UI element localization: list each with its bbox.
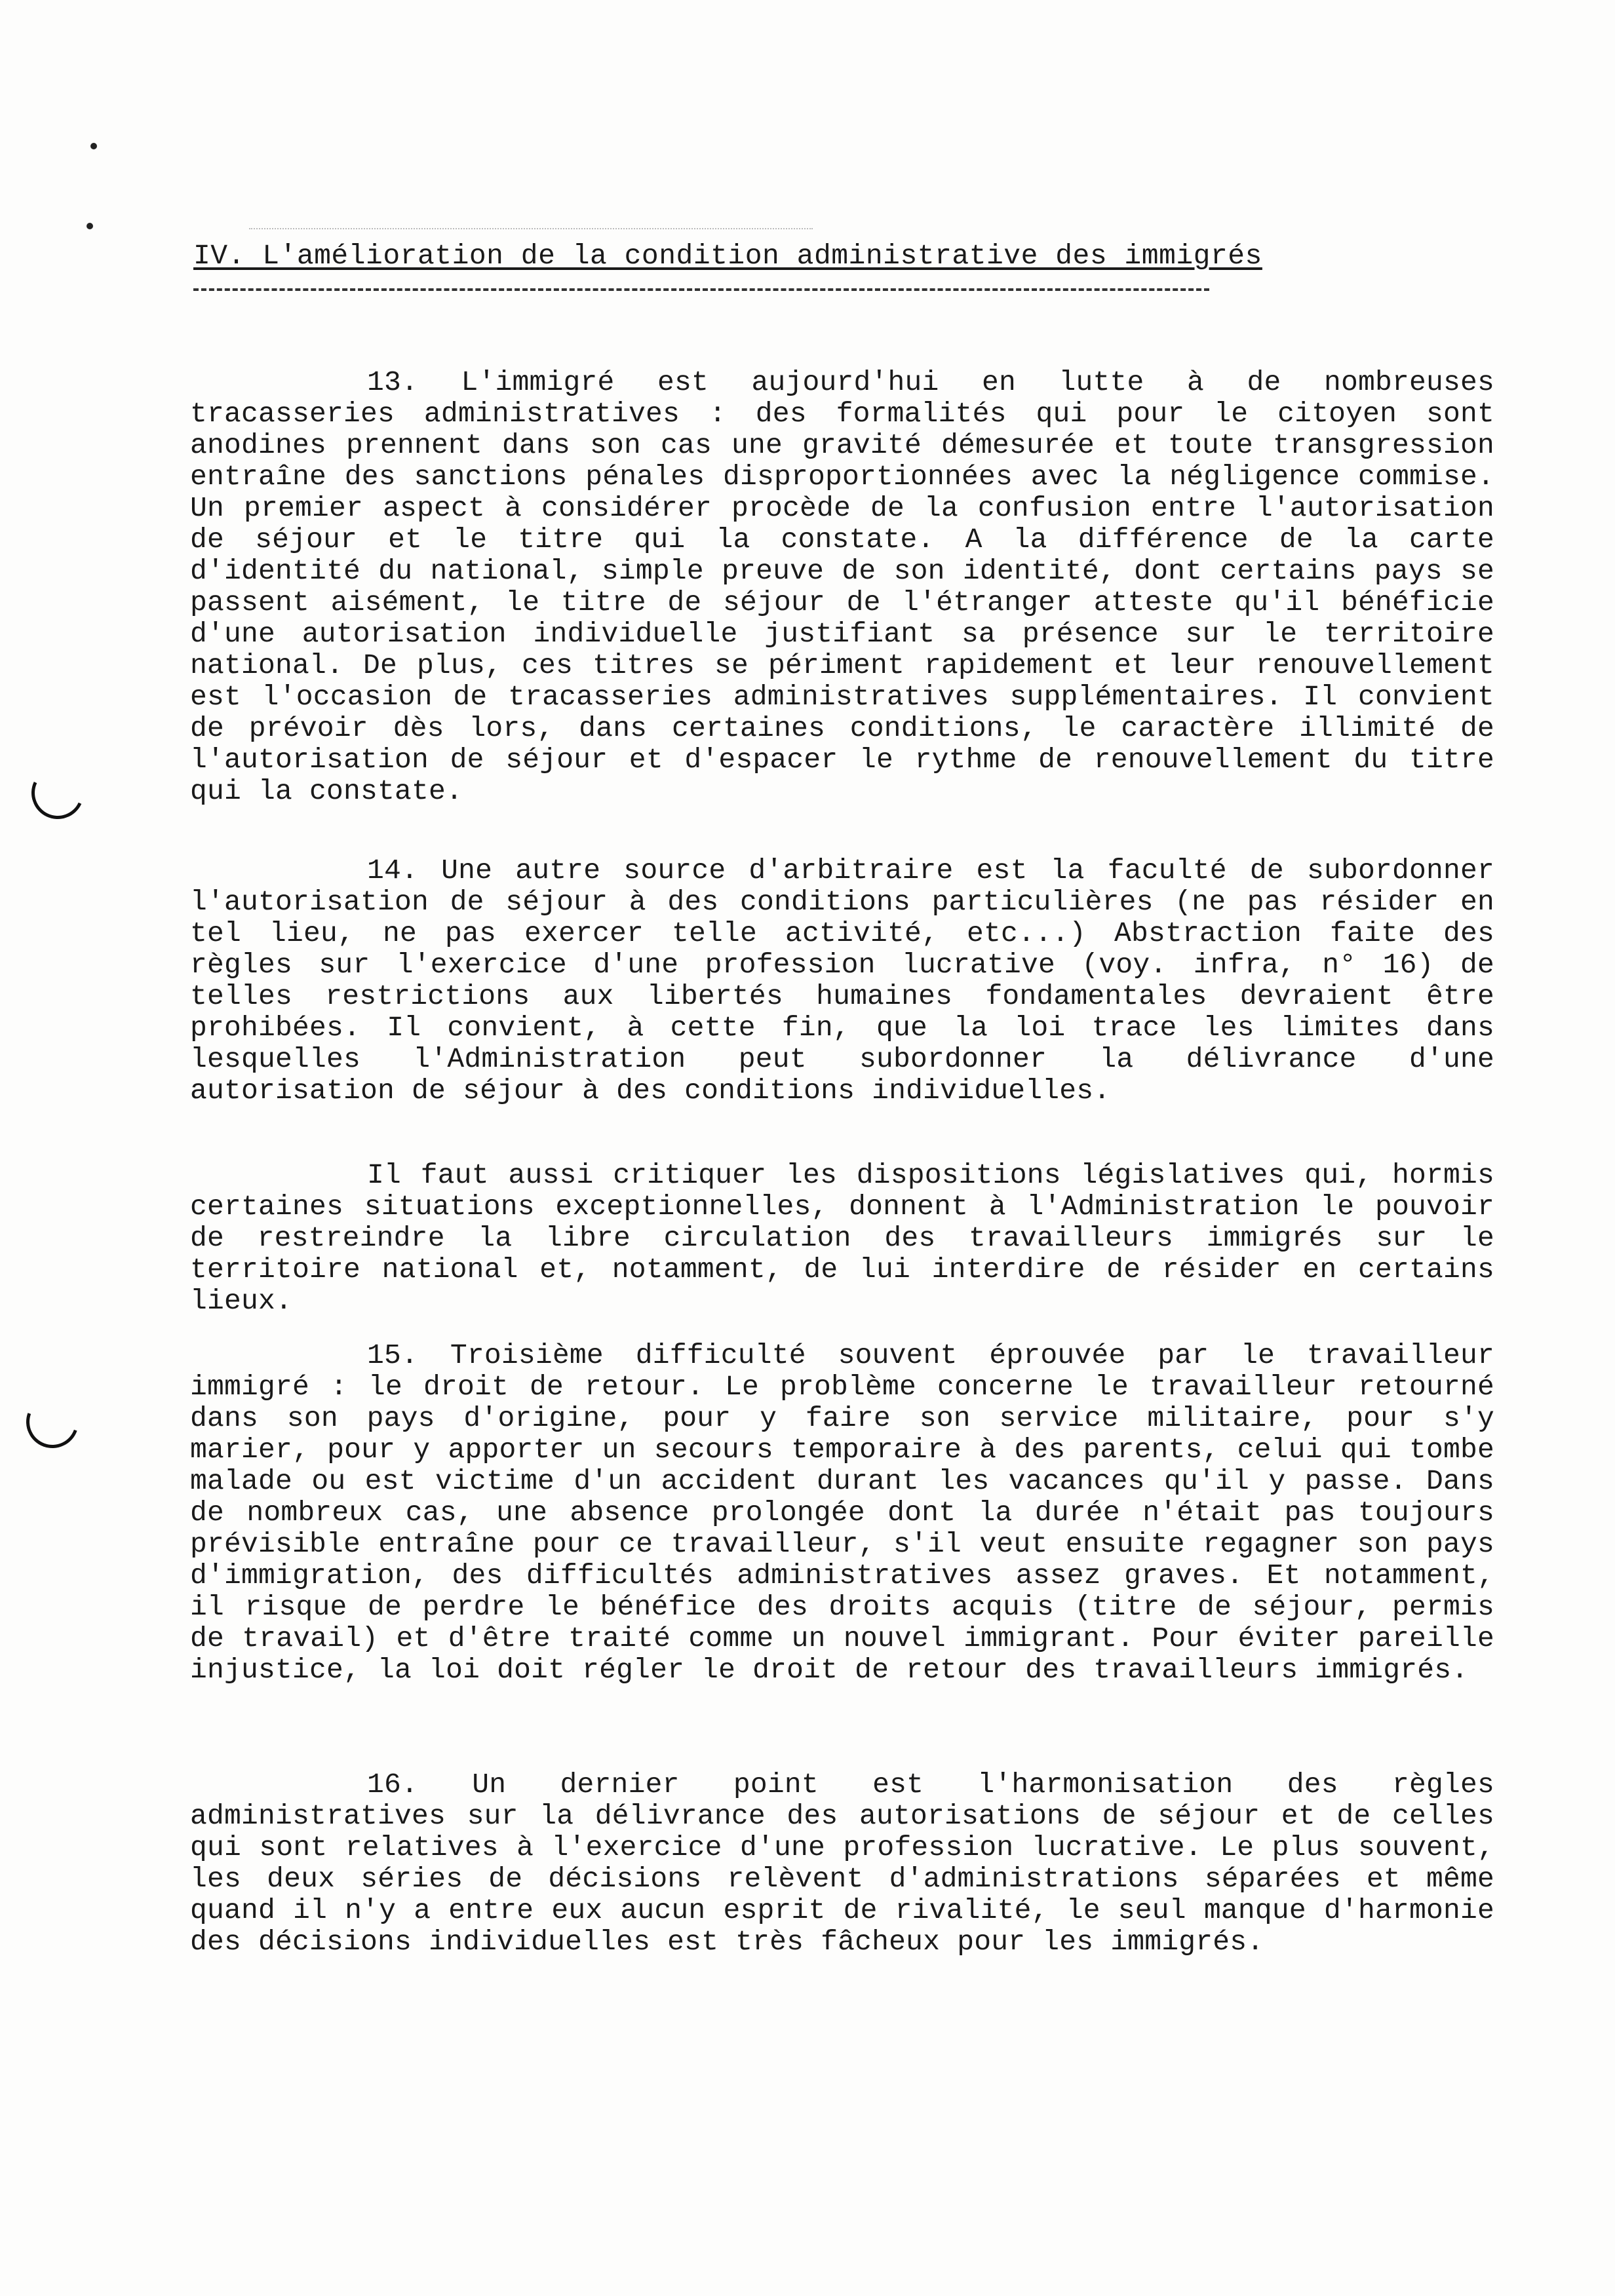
paragraph-number: 15. [367,1339,419,1371]
paragraph-number: 13. [367,366,419,398]
margin-dot [90,143,97,149]
paragraph-13 [190,367,1494,807]
section-heading: IV. L'amélioration de la condition administrative des immigrés [193,240,1262,272]
faint-scan-line [249,228,813,229]
heading-underline [193,288,1209,291]
paragraph-text: Une autre source d'arbitraire est la faculté de subordonner l'autorisation de séjour à des conditions particulières (ne pas résider en tel lieu, ne pas exercer telle activité, etc...) Abstraction faite des règles sur l'exercice d'une profession lucrative (voy. infra, n° 16) de telles restrictions aux libertés humaines fondamentales devraient être prohibées. Il convient, à cette fin, que la loi trace les limites dans lesquelles l'Administration peut subordonner la délivrance d'une autorisation de séjour à des conditions individuelles. [190,854,1494,1107]
margin-bracket-mark [18,1387,87,1457]
paragraph-14 [190,855,1494,1107]
paragraph-text: Troisième difficulté souvent éprouvée par le travailleur immigré : le droit de retour. Le problème concerne le travailleur retourné dans son pays d'origine, pour y faire son service militaire, pour s'y marier, pour y apporter un secours temporaire à des parents, celui qui tombe malade ou est victime d'un accident durant les vacances qu'il y passe. Dans de nombreux cas, une absence prolongée dont la durée n'était pas toujours prévisible entraîne pour ce travailleur, s'il veut ensuite regagner son pays d'immigration, des difficultés administratives assez graves. Et notamment, il risque de perdre le bénéfice des droits acquis (titre de séjour, permis de travail) et d'être traité comme un nouvel immigrant. Pour éviter pareille injustice, la loi doit régler le droit de retour des travailleurs immigrés. [190,1339,1494,1686]
paragraph-number: 14. [367,854,419,887]
margin-bracket-mark [24,759,92,827]
paragraph-14-continued [190,1160,1494,1317]
paragraph-16 [190,1769,1494,1958]
paragraph-text: L'immigré est aujourd'hui en lutte à de nombreuses tracasseries administratives : des formalités qui pour le citoyen sont anodines prennent dans son cas une gravité démesurée et toute transgression entraîne des sanctions pénales disproportionnées avec la négligence commise. Un premier aspect à considérer procède de la confusion entre l'autorisation de séjour et le titre qui la constate. A la différence de la carte d'identité du national, simple preuve de son identité, dont certains pays se passent aisément, le titre de séjour de l'étranger atteste qu'il bénéficie d'une autorisation individuelle justifiant sa présence sur le territoire national. De plus, ces titres se périment rapidement et leur renouvellement est l'occasion de tracasseries administratives supplémentaires. Il convient de prévoir dès lors, dans certaines conditions, le caractère illimité de l'autorisation de séjour et d'espacer le rythme de renouvellement du titre qui la constate. [190,366,1494,807]
paragraph-text: Il faut aussi critiquer les dispositions législatives qui, hormis certaines situations exceptionnelles, donnent à l'Administration le pouvoir de restreindre la libre circulation des travailleurs immigrés sur le territoire national et, notamment, de lui interdire de résider en certains lieux. [190,1159,1494,1317]
margin-dot [87,223,93,229]
paragraph-15 [190,1340,1494,1686]
paragraph-text: Un dernier point est l'harmonisation des règles administratives sur la délivrance des autorisations de séjour et de celles qui sont relatives à l'exercice d'une profession lucrative. Le plus souvent, les deux séries de décisions relèvent d'administrations séparées et même quand il n'y a entre eux aucun esprit de rivalité, le seul manque d'harmonie des décisions individuelles est très fâcheux pour les immigrés. [190,1769,1494,1958]
paragraph-number: 16. [367,1769,419,1801]
